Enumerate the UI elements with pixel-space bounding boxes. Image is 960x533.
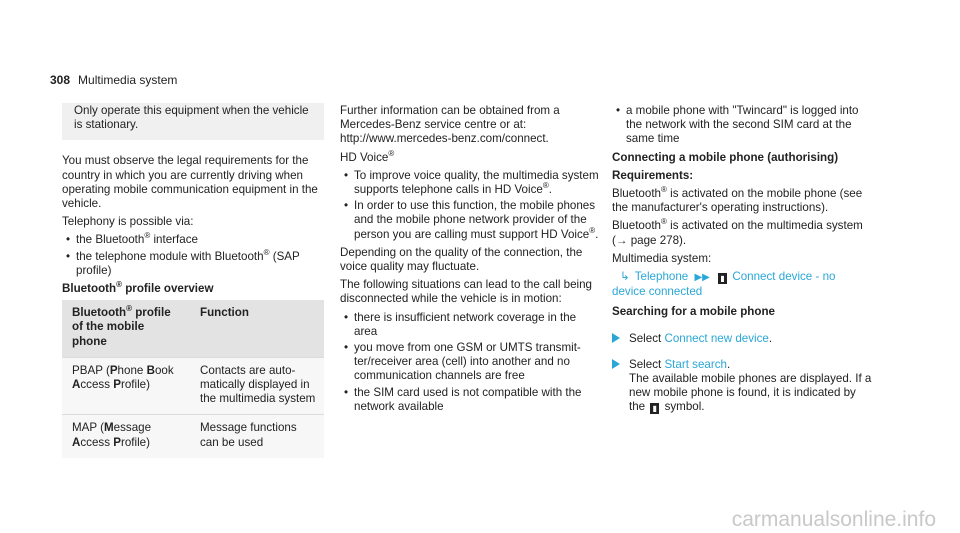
section-heading: Searching for a mobile phone <box>612 305 775 319</box>
next-step-icon: ▶▶ <box>694 272 710 284</box>
column-left <box>62 104 324 458</box>
requirement: Bluetooth® is activated on the mobile phone (see the manufacturer's operating instructions). <box>612 185 863 215</box>
table-cell: PBAP (Phone Book Access Profile) <box>62 357 190 415</box>
section-heading: Connecting a mobile phone (authorising) <box>612 150 839 164</box>
table-row <box>62 415 324 458</box>
requirements-label: Requirements: <box>612 168 694 182</box>
safety-note <box>62 103 324 140</box>
list-item: • To improve voice quality, the multimedia system supports telephone calls in HD Voice®. <box>340 169 602 197</box>
telephony-list <box>62 233 324 278</box>
path-arrow-icon: ↳ <box>620 270 630 284</box>
hd-voice-heading: HD Voice® <box>340 148 395 164</box>
paragraph: Further information can be obtained from a Mercedes-Benz service centre or at: http://www.mercedes-benz.com/connect. <box>340 104 560 146</box>
profile-table <box>62 300 324 458</box>
note-text: Only operate this equipment when the vehicle is stationary. <box>74 104 309 132</box>
table-cell: MAP (Message Access Profile) <box>62 415 190 458</box>
start-search-item: Start search <box>664 357 727 371</box>
step-arrow-icon <box>612 359 620 369</box>
table-header-row <box>62 300 324 357</box>
column-right <box>612 104 872 415</box>
step-2: Select Start search. The available mobile phones are displayed. If a new mobile phone is found, it is indicated by the ▮ symbol. <box>612 358 872 415</box>
connect-device-menu-item: Connect device - no device connected <box>612 270 836 299</box>
table-row <box>62 357 324 415</box>
table-header: Function <box>190 300 324 357</box>
list-item: • a mobile phone with "Twincard" is logged into the network with the second SIM card at the same time <box>612 104 872 147</box>
list-item: • the Bluetooth® interface <box>62 233 324 247</box>
list-item: • In order to use this function, the mobile phones and the mobile phone network provider of the person you are calling must support HD Voice®. <box>340 199 602 242</box>
disconnect-list-continued <box>612 104 872 147</box>
table-cell: Message functions can be used <box>190 415 324 458</box>
telephone-menu-item: Telephone <box>634 270 689 284</box>
step-1: Select Connect new device. <box>612 332 872 346</box>
table-cell: Contacts are automatically displayed in the multimedia system <box>190 357 324 415</box>
page-header <box>50 73 177 87</box>
requirement: Bluetooth® is activated on the multimedia system (→ page 278). <box>612 217 863 247</box>
paragraph: The following situations can lead to the call being disconnected while the vehicle is in motion: <box>340 278 592 306</box>
section-heading: Bluetooth® profile overview <box>62 280 214 296</box>
phone-icon: ▮ <box>650 403 659 414</box>
menu-path <box>612 270 872 299</box>
menu-path-label: Multimedia system: <box>612 251 712 265</box>
paragraph: Depending on the quality of the connection, the voice quality may fluctuate. <box>340 245 583 274</box>
paragraph: Telephony is possible via: <box>62 215 194 229</box>
list-item: • you move from one GSM or UMTS transmitter/receiver area (cell) into another and no communication channels are free <box>340 341 602 384</box>
list-item: • the SIM card used is not compatible with the network available <box>340 386 602 414</box>
table-header: Bluetooth® profile of the mobile phone <box>62 300 190 357</box>
page-number: 308 <box>50 73 71 87</box>
list-item: • the telephone module with Bluetooth® (SAP profile) <box>62 250 324 278</box>
list-item: • there is insufficient network coverage in the area <box>340 311 602 339</box>
watermark: carmanualsonline.info <box>731 507 936 531</box>
section-title: Multimedia system <box>78 73 178 87</box>
connect-new-device-item: Connect new device <box>664 331 769 345</box>
hd-voice-list <box>340 169 602 242</box>
paragraph: You must observe the legal requirements for the country in which you are currently driving when operating mobile communication equipment in the vehicle. <box>62 154 318 211</box>
step-arrow-icon <box>612 333 620 343</box>
page-ref-arrow-icon: → <box>615 233 628 247</box>
phone-icon: ▮ <box>718 273 727 284</box>
disconnect-list <box>340 311 602 414</box>
column-middle <box>340 104 602 418</box>
